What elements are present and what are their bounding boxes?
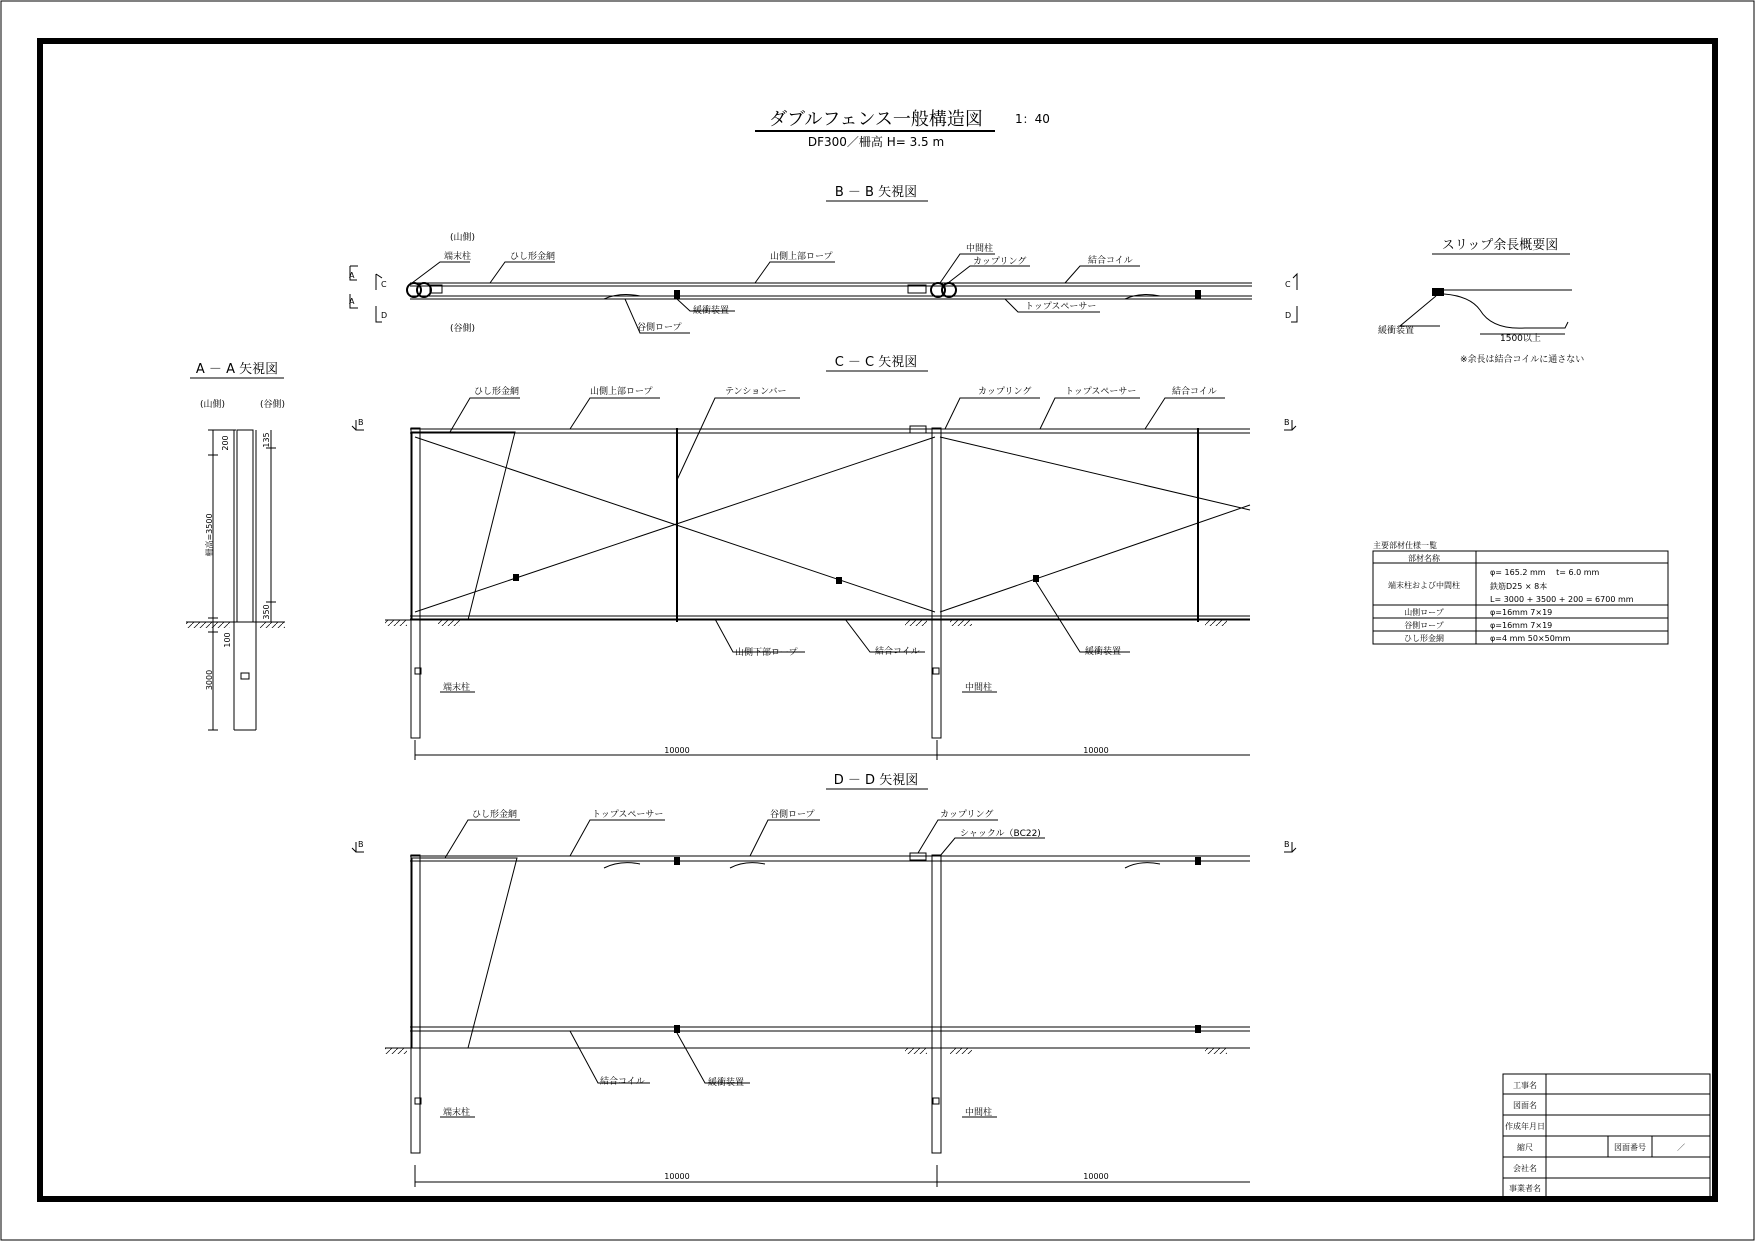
cc-marker-right: B bbox=[1284, 418, 1290, 427]
tb-scale: 縮尺 bbox=[1517, 1143, 1533, 1152]
aa-ground-hatch-2 bbox=[260, 622, 285, 628]
bb-marker-c-arrow-right bbox=[1293, 274, 1297, 290]
dd-marker-right: B bbox=[1284, 840, 1290, 849]
spec-row-name-1: 端末柱および中間柱 bbox=[1388, 581, 1460, 590]
label-bb-mid-post: 中間柱 bbox=[966, 244, 994, 254]
dd-joint-2 bbox=[933, 1098, 939, 1104]
cc-buffer-3 bbox=[1033, 575, 1039, 582]
label-dd-top-spacer: トップスペーサー bbox=[592, 810, 664, 820]
spec-table-header: 部材名称 bbox=[1408, 554, 1440, 563]
view-cc-title: C － C 矢視図 bbox=[834, 355, 918, 370]
tb-date: 作成年月日 bbox=[1505, 1122, 1545, 1131]
cc-buffer-1 bbox=[513, 574, 519, 581]
slip-buffer-device bbox=[1432, 288, 1444, 296]
marker-d-right: D bbox=[1285, 311, 1292, 320]
title-block bbox=[1503, 1074, 1710, 1197]
label-dd-valley-rope: 谷側ロープ bbox=[770, 810, 815, 820]
label-mountain-side: (山側) bbox=[450, 233, 476, 243]
marker-d-left: D bbox=[381, 311, 388, 320]
leader-cc-coil bbox=[1145, 398, 1225, 429]
label-dd-wire-mesh: ひし形金網 bbox=[472, 810, 518, 820]
leader-slip-buffer bbox=[1400, 296, 1440, 326]
label-valley-side: (谷側) bbox=[450, 324, 476, 334]
leader-bb-upper-rope bbox=[755, 262, 835, 283]
dd-ground-hatch-3 bbox=[950, 1048, 972, 1054]
bb-end-post-2 bbox=[417, 283, 431, 297]
drawing-scale: 1：40 bbox=[1015, 112, 1050, 126]
tb-drawing-name: 図面名 bbox=[1513, 1101, 1537, 1110]
leader-cc-mesh bbox=[450, 398, 520, 432]
view-aa bbox=[186, 362, 285, 730]
aa-ground-hatch bbox=[186, 622, 230, 628]
spec-row-1-line-2: 鉄筋D25 × 8本 bbox=[1490, 582, 1548, 591]
view-bb-title: B － B 矢視図 bbox=[834, 185, 918, 200]
aa-dim-height: 柵高=3500 bbox=[205, 513, 214, 557]
leader-bb-end-post bbox=[412, 262, 470, 283]
label-slip-length: 1500以上 bbox=[1500, 334, 1541, 344]
dd-buffer-1 bbox=[674, 857, 680, 865]
cc-ground-hatch-3 bbox=[905, 620, 927, 626]
label-cc-end-post: 端末柱 bbox=[443, 683, 471, 693]
bb-marker-d-arrow-right bbox=[1291, 306, 1297, 322]
spec-table bbox=[1373, 540, 1668, 644]
cc-dim-1: 10000 bbox=[664, 746, 690, 755]
cc-ground-hatch-1 bbox=[385, 620, 407, 626]
spec-row-1-line-1: φ= 165.2 mm t= 6.0 mm bbox=[1490, 568, 1600, 577]
tb-operator: 事業者名 bbox=[1509, 1184, 1541, 1193]
drawing-title: ダブルフェンス一般構造図 bbox=[769, 109, 983, 130]
spec-table-caption: 主要部材仕様一覧 bbox=[1373, 541, 1437, 550]
leader-dd-valley-rope bbox=[750, 820, 820, 856]
bb-buffer-device bbox=[674, 290, 680, 299]
spec-row-name-2: 山側ロープ bbox=[1404, 608, 1444, 617]
label-cc-coil-lower: 結合コイル bbox=[875, 647, 920, 657]
label-cc-upper-rope: 山側上部ロープ bbox=[590, 387, 653, 397]
dd-ground-hatch-4 bbox=[1205, 1048, 1227, 1054]
label-bb-wire-mesh: ひし形金網 bbox=[510, 252, 556, 262]
leader-bb-mesh bbox=[490, 262, 555, 283]
dd-dim-2: 10000 bbox=[1083, 1172, 1109, 1181]
view-cc bbox=[352, 355, 1296, 760]
tb-drawing-no-value: ／ bbox=[1677, 1143, 1685, 1152]
dd-buffer-4 bbox=[1195, 1025, 1201, 1033]
bb-buffer-device-2 bbox=[1195, 290, 1201, 299]
cc-joint-2 bbox=[933, 668, 939, 674]
label-cc-tension-bar: テンションバー bbox=[725, 387, 787, 397]
spec-row-4-value: φ=4 mm 50×50mm bbox=[1490, 634, 1571, 643]
leader-cc-coupling bbox=[945, 398, 1040, 429]
tb-project-name: 工事名 bbox=[1513, 1081, 1537, 1090]
aa-dim-350: 350 bbox=[262, 604, 271, 620]
dd-mid-post bbox=[932, 855, 941, 1153]
spec-row-1-line-3: L= 3000 + 3500 + 200 = 6700 mm bbox=[1490, 595, 1634, 604]
label-bb-upper-rope: 山側上部ロープ bbox=[770, 252, 833, 262]
label-cc-buffer: 緩衝装置 bbox=[1085, 647, 1122, 657]
dd-ground-hatch-1 bbox=[385, 1048, 407, 1054]
label-aa-valley: (谷側) bbox=[260, 400, 286, 410]
view-aa-title: A － A 矢視図 bbox=[195, 362, 279, 377]
dd-dim-1: 10000 bbox=[664, 1172, 690, 1181]
leader-cc-tension-bar bbox=[677, 398, 800, 480]
label-dd-buffer: 緩衝装置 bbox=[708, 1078, 745, 1088]
cc-ground-hatch-2 bbox=[438, 620, 460, 626]
aa-dim-3000: 3000 bbox=[205, 669, 214, 691]
cc-ground-hatch-5 bbox=[1205, 620, 1227, 626]
leader-bb-coil bbox=[1065, 266, 1140, 283]
cc-buffer-2 bbox=[836, 577, 842, 584]
aa-dim-100: 100 bbox=[223, 632, 232, 648]
marker-c-right: C bbox=[1285, 280, 1291, 289]
leader-dd-mesh bbox=[445, 820, 520, 858]
label-cc-top-spacer: トップスペーサー bbox=[1065, 387, 1137, 397]
cc-ground-hatch-4 bbox=[950, 620, 972, 626]
tb-company: 会社名 bbox=[1513, 1164, 1537, 1173]
label-bb-coupling: カップリング bbox=[973, 257, 1027, 267]
cc-mid-post bbox=[932, 428, 941, 738]
label-slip-note: ※余長は結合コイルに通さない bbox=[1460, 355, 1585, 365]
leader-dd-shackle bbox=[940, 838, 1045, 856]
leader-dd-coil bbox=[570, 1031, 650, 1083]
label-slip-buffer: 緩衝装置 bbox=[1378, 326, 1415, 336]
bb-rope-slack-2 bbox=[1125, 295, 1160, 299]
label-dd-shackle: シャックル（BC22) bbox=[960, 829, 1041, 839]
aa-dim-200: 200 bbox=[221, 435, 230, 451]
cc-cross-bracing bbox=[415, 437, 1250, 612]
label-cc-coupling: カップリング bbox=[978, 387, 1032, 397]
label-bb-coil: 結合コイル bbox=[1088, 256, 1133, 266]
dd-buffer-2 bbox=[1195, 857, 1201, 865]
cc-wire-mesh bbox=[412, 432, 515, 620]
aa-dim-135: 135 bbox=[262, 432, 271, 448]
marker-a-1: A bbox=[349, 271, 355, 280]
view-dd bbox=[352, 773, 1296, 1187]
dd-buffer-3 bbox=[674, 1025, 680, 1033]
leader-cc-top-spacer bbox=[1040, 398, 1140, 429]
view-bb bbox=[349, 185, 1297, 334]
leader-dd-buffer bbox=[677, 1033, 750, 1083]
label-dd-mid-post: 中間柱 bbox=[965, 1108, 993, 1118]
view-dd-title: D － D 矢視図 bbox=[833, 773, 919, 788]
label-bb-valley-rope: 谷側ロープ bbox=[637, 323, 682, 333]
view-slip bbox=[1378, 237, 1584, 365]
label-bb-top-spacer: トップスペーサー bbox=[1025, 302, 1097, 312]
drawing-subtitle: DF300／柵高 H= 3.5 m bbox=[807, 135, 945, 149]
cc-marker-left: B bbox=[358, 418, 364, 427]
marker-a-2: A bbox=[349, 297, 355, 306]
label-dd-coupling: カップリング bbox=[940, 810, 994, 820]
leader-dd-top-spacer bbox=[570, 820, 665, 856]
label-dd-coil: 結合コイル bbox=[600, 1077, 645, 1087]
spec-row-2-value: φ=16mm 7×19 bbox=[1490, 608, 1553, 617]
view-slip-title: スリップ余長概要図 bbox=[1441, 238, 1559, 253]
leader-cc-upper-rope bbox=[570, 398, 660, 429]
spec-row-name-4: ひし形金網 bbox=[1404, 634, 1444, 643]
label-cc-wire-mesh: ひし形金網 bbox=[474, 387, 520, 397]
aa-fence-panel bbox=[237, 430, 253, 622]
label-bb-end-post: 端末柱 bbox=[444, 252, 472, 262]
leader-cc-buffer bbox=[1036, 582, 1130, 652]
dd-rope-slack bbox=[604, 863, 1160, 868]
label-dd-end-post: 端末柱 bbox=[443, 1108, 471, 1118]
slip-excess-rope bbox=[1444, 294, 1568, 328]
spec-row-3-value: φ=16mm 7×19 bbox=[1490, 621, 1553, 630]
aa-post-joint bbox=[241, 673, 249, 679]
label-cc-lower-rope: 山側下部ロープ bbox=[735, 648, 798, 658]
label-cc-coil: 結合コイル bbox=[1172, 387, 1217, 397]
bb-rope-slack bbox=[604, 295, 640, 299]
label-bb-buffer: 緩衝装置 bbox=[693, 306, 730, 316]
label-cc-mid-post: 中間柱 bbox=[965, 683, 993, 693]
dd-ground-hatch-2 bbox=[905, 1048, 927, 1054]
leader-bb-coupling bbox=[948, 266, 1030, 283]
spec-row-name-3: 谷側ロープ bbox=[1404, 621, 1444, 630]
dd-marker-left: B bbox=[358, 840, 364, 849]
label-aa-mountain: (山側) bbox=[200, 400, 226, 410]
dd-wire-mesh bbox=[412, 858, 517, 1048]
cc-dim-2: 10000 bbox=[1083, 746, 1109, 755]
tb-drawing-no-label: 図面番号 bbox=[1614, 1143, 1646, 1152]
marker-c-left: C bbox=[381, 280, 387, 289]
